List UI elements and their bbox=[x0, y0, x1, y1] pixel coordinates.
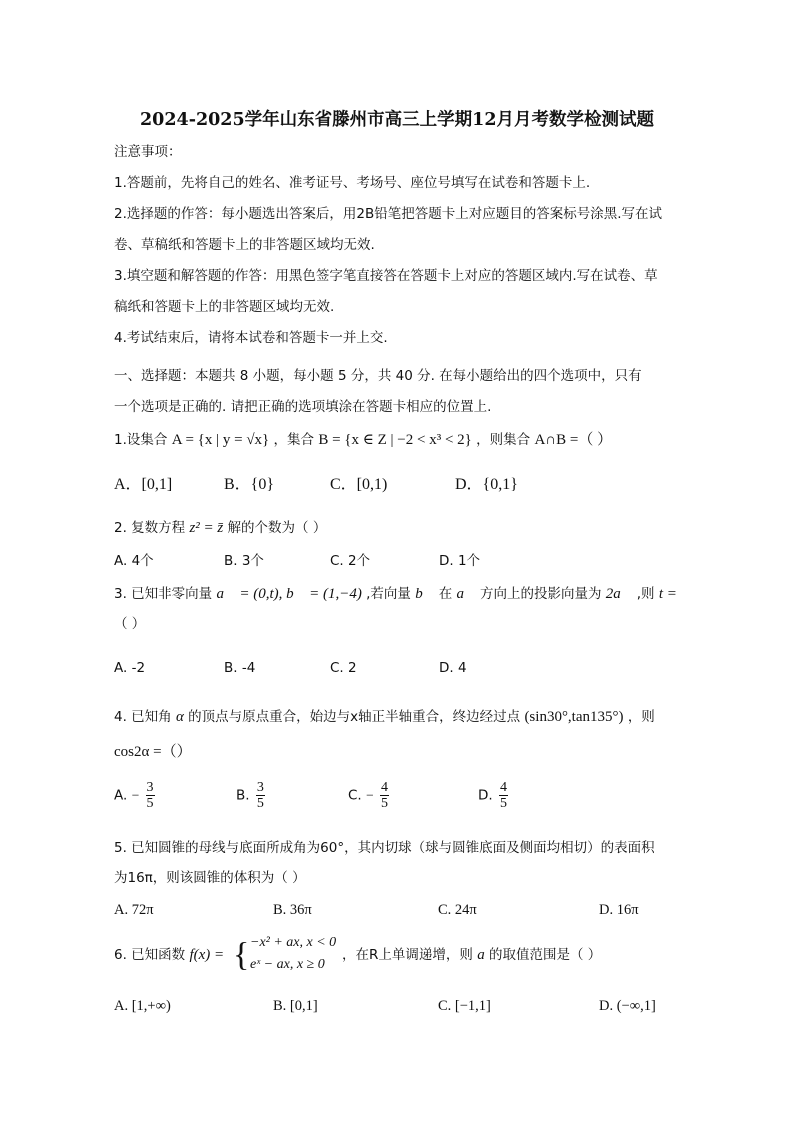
q6-param-a: a bbox=[477, 947, 485, 963]
q3-option-c: C. 2 bbox=[330, 660, 357, 676]
q1-mid: ，集合 bbox=[273, 432, 315, 448]
question-2 bbox=[114, 518, 326, 538]
q4-option-a-fraction: $\frac{3}{5}$ bbox=[146, 780, 154, 811]
q1-set-b: B = {x ∈ Z | −2 < x³ < 2} bbox=[318, 432, 472, 448]
q4-expression: cos2α =（） bbox=[114, 744, 192, 760]
q2-option-b: B. 3个 bbox=[224, 553, 264, 569]
question-5: 5. 已知圆锥的母线与底面所成角为60°，其内切球（球与圆锥底面及侧面均相切）的表面积 bbox=[114, 840, 655, 856]
notice-heading: 注意事项： bbox=[114, 144, 182, 160]
notice-item-2: 2.选择题的作答：每小题选出答案后，用2B铅笔把答题卡上对应题目的答案标号涂黑.写在试 bbox=[114, 206, 663, 222]
q3-mid3: 方向上的投影向量为 bbox=[479, 586, 602, 602]
q5-option-d: D. 16π bbox=[599, 902, 639, 918]
notice-item-1: 1.答题前，先将自己的姓名、准考证号、考场号、座位号填写在试卷和答题卡上. bbox=[114, 175, 591, 191]
question-3 bbox=[114, 584, 677, 604]
q2-equation: z² = z̄ bbox=[189, 520, 224, 536]
q6-tail: 的取值范围是（ ） bbox=[488, 947, 602, 963]
question-5-cont: 为16π，则该圆锥的体积为（ ） bbox=[114, 870, 306, 886]
question-6-tail bbox=[342, 945, 601, 965]
q6-option-a: A. [1,+∞) bbox=[114, 998, 171, 1014]
q4-option-d-fraction: $\frac{4}{5}$ bbox=[499, 780, 507, 811]
section-heading: 一、选择题：本题共 8 小题，每小题 5 分，共 40 分. 在每小题给出的四个选项中，只有 bbox=[114, 368, 642, 384]
q4-option-c-fraction: $\frac{4}{5}$ bbox=[380, 780, 388, 811]
q3-mid1: ,若向量 bbox=[366, 586, 411, 602]
q6-option-c: C. [−1,1] bbox=[438, 998, 491, 1014]
q5-option-c: C. 24π bbox=[438, 902, 477, 918]
q3-mid4: ,则 bbox=[636, 586, 655, 602]
notice-item-2-cont: 卷、草稿纸和答题卡上的非答题区域均无效. bbox=[114, 237, 375, 253]
q2-option-d: D. 1个 bbox=[439, 553, 481, 569]
q3-mid2: 在 bbox=[438, 586, 453, 602]
q1-option-a: A．[0,1] bbox=[114, 476, 173, 493]
q1-option-c: C．[0,1) bbox=[330, 476, 388, 493]
q4-option-c: C. − $\frac{4}{5}$ bbox=[348, 780, 388, 811]
q6-case-1: −x² + ax, x < 0 bbox=[250, 935, 337, 950]
q6-function-name: f(x) = bbox=[189, 947, 225, 963]
q3-t: t = bbox=[658, 586, 677, 602]
q4-option-b-fraction: $\frac{3}{5}$ bbox=[256, 780, 264, 811]
q1-intro: 1.设集合 bbox=[114, 432, 168, 448]
q1-option-d: D．{0,1} bbox=[455, 476, 518, 493]
q4-option-b: B. $\frac{3}{5}$ bbox=[236, 780, 264, 811]
q4-intro: 4. 已知角 bbox=[114, 709, 172, 725]
q3-vector-b: b⃗ bbox=[415, 586, 435, 602]
q3-option-a: A. -2 bbox=[114, 660, 146, 676]
q3-option-b: B. -4 bbox=[224, 660, 256, 676]
notice-item-4: 4.考试结束后，请将本试卷和答题卡一并上交. bbox=[114, 330, 388, 346]
question-4 bbox=[114, 707, 655, 727]
q2-option-c: C. 2个 bbox=[330, 553, 371, 569]
q5-option-b: B. 36π bbox=[273, 902, 312, 918]
q1-expr: A∩B =（ ） bbox=[534, 432, 613, 448]
q6-mid: ，在R上单调递增，则 bbox=[342, 947, 473, 963]
q6-brace: { bbox=[233, 936, 250, 974]
q4-mid: 的顶点与原点重合，始边与x轴正半轴重合，终边经过点 bbox=[188, 709, 521, 725]
notice-item-3: 3.填空题和解答题的作答：用黑色签字笔直接答在答题卡上对应的答题区域内.写在试卷、草 bbox=[114, 268, 658, 284]
page-title: 2024-2025学年山东省滕州市高三上学期12月月考数学检测试题 bbox=[139, 110, 655, 130]
q6-case-2: eˣ − ax, x ≥ 0 bbox=[250, 957, 325, 972]
q2-intro: 2. 复数方程 bbox=[114, 520, 186, 536]
q4-point: (sin30°,tan135°) bbox=[524, 709, 624, 725]
q4-option-d: D. $\frac{4}{5}$ bbox=[478, 780, 507, 811]
question-6-intro bbox=[114, 945, 224, 965]
notice-item-3-cont: 稿纸和答题卡上的非答题区域均无效. bbox=[114, 299, 335, 315]
question-1 bbox=[114, 430, 612, 450]
q4-option-a: A. − $\frac{3}{5}$ bbox=[114, 780, 154, 811]
section-instructions: 一个选项是正确的. 请把正确的选项填涂在答题卡相应的位置上. bbox=[114, 399, 492, 415]
q4-alpha: α bbox=[175, 709, 184, 725]
q3-projection: 2a⃗ bbox=[605, 586, 633, 602]
q3-vectors: a⃗ = (0,t), b⃗ = (1,−4) bbox=[216, 586, 362, 602]
q2-tail: 解的个数为（ ） bbox=[227, 520, 327, 536]
q6-intro: 6. 已知函数 bbox=[114, 947, 186, 963]
q2-option-a: A. 4个 bbox=[114, 553, 154, 569]
q6-option-b: B. [0,1] bbox=[273, 998, 318, 1014]
q3-option-d: D. 4 bbox=[439, 660, 467, 676]
q1-tail: ，则集合 bbox=[476, 432, 531, 448]
q3-vector-a: a⃗ bbox=[456, 586, 476, 602]
q3-intro: 3. 已知非零向量 bbox=[114, 586, 213, 602]
q5-option-a: A. 72π bbox=[114, 902, 154, 918]
q1-set-a: A = {x | y = √x} bbox=[171, 432, 270, 448]
q3-blank: （ ） bbox=[114, 616, 146, 632]
q1-option-b: B．{0} bbox=[224, 476, 275, 493]
q6-option-d: D. (−∞,1] bbox=[599, 998, 656, 1014]
q4-tail: ，则 bbox=[627, 709, 655, 725]
